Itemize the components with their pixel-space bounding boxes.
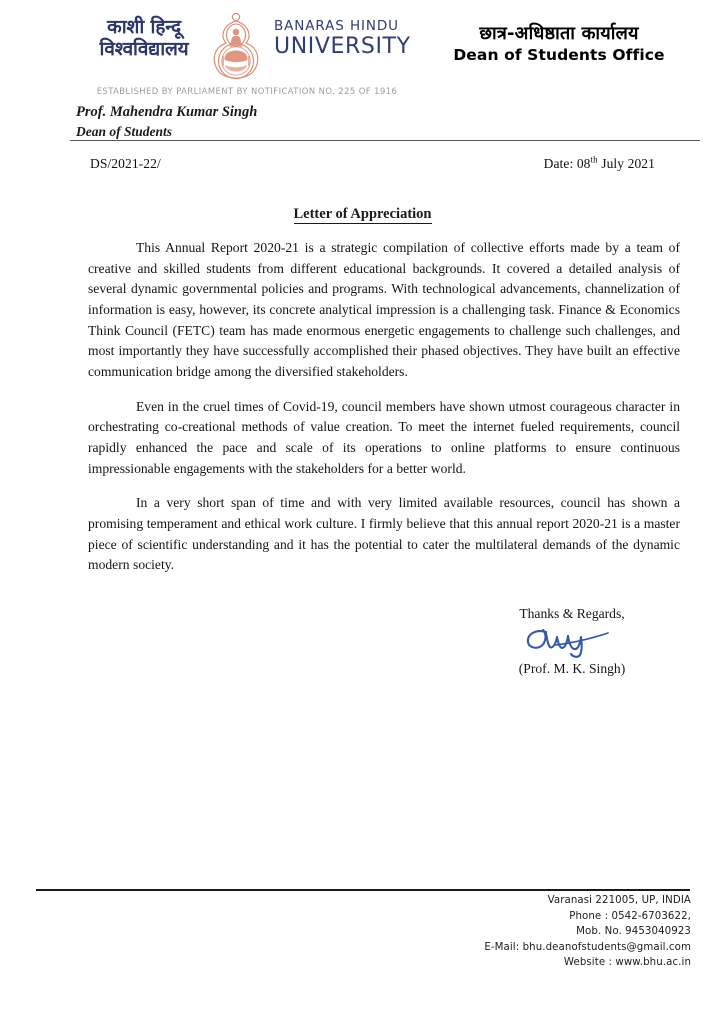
date-suffix: July 2021 bbox=[597, 156, 655, 171]
bhu-logo bbox=[78, 12, 411, 100]
logo-english-line1: BANARAS HINDU bbox=[274, 18, 399, 34]
footer-phone: Phone : 0542-6703622, bbox=[569, 910, 691, 922]
footer-address: Varanasi 221005, UP, INDIA bbox=[547, 895, 691, 906]
logo-english-line2: UNIVERSITY bbox=[274, 33, 411, 59]
office-title-english: Dean of Students Office bbox=[453, 46, 665, 65]
footer-divider bbox=[36, 889, 690, 891]
letter-body bbox=[88, 238, 680, 590]
letter-date bbox=[544, 156, 655, 172]
dean-name: Prof. Mahendra Kumar Singh bbox=[76, 104, 258, 120]
office-title-block bbox=[419, 22, 699, 66]
handwritten-signature-icon bbox=[467, 623, 677, 659]
signature-block bbox=[467, 604, 677, 678]
office-title-hindi: छात्र-अधिष्ठाता कार्यालय bbox=[479, 23, 639, 44]
footer-email: E-Mail: bhu.deanofstudents@gmail.com bbox=[484, 941, 691, 953]
signatory-name: (Prof. M. K. Singh) bbox=[518, 661, 626, 677]
logo-hindi-line2: विश्वविद्यालय bbox=[99, 38, 189, 61]
letterhead bbox=[0, 0, 725, 100]
letter-paragraph: In a very short span of time and with very limited available resources, council has shown a promising temperament and ethical work culture. I firmly believe that this annual report 2020-21 is a master piece of scientific understanding and it has the potential to cater the multilateral demands of the dynamic modern society. bbox=[88, 495, 680, 573]
establishment-tagline: ESTABLISHED BY PARLIAMENT BY NOTIFICATION NO. 225 OF 1916 bbox=[96, 86, 398, 96]
reference-date-row bbox=[0, 156, 725, 176]
reference-number: DS/2021-22/ bbox=[90, 156, 161, 171]
letter-title bbox=[0, 206, 725, 223]
letter-paragraph: This Annual Report 2020-21 is a strategic compilation of collective efforts made by a team of creative and skilled students from different educational backgrounds. It covered a detailed analysis of several dynamic governmental policies and programs. With technological advancements, channelization of information is easy, however, its concrete analytical impression is a challenging task. Finance & Economics Think Council (FETC) team has made enormous energetic engagements to challenge such challenges, and most importantly they have successfully accomplished their phased objectives. They have built an effective communication bridge among the diversified stakeholders. bbox=[88, 240, 680, 379]
closing-salutation: Thanks & Regards, bbox=[519, 606, 625, 621]
letter-paragraph: Even in the cruel times of Covid-19, council members have shown utmost courageous character in orchestrating co-creational methods of value creation. To meet the internet fueled requirements, council rapidly enhanced the pace and scale of its operations to online platforms to ensure continuous impressionable engagements with the stakeholders for a better world. bbox=[88, 398, 680, 476]
footer-mobile: Mob. No. 9453040923 bbox=[576, 926, 691, 937]
date-ordinal-suffix: th bbox=[590, 154, 598, 165]
logo-english-text bbox=[274, 18, 411, 60]
footer-website: Website : www.bhu.ac.in bbox=[563, 957, 691, 968]
bhu-seal-emblem-icon bbox=[205, 12, 267, 86]
footer-contact-block bbox=[271, 893, 691, 971]
logo-hindi-line1: काशी हिन्दू bbox=[107, 16, 181, 38]
date-prefix: Date: 08 bbox=[543, 156, 591, 171]
letter-title-text: Letter of Appreciation bbox=[293, 206, 432, 222]
logo-hindi-text bbox=[84, 16, 204, 60]
header-divider bbox=[70, 140, 700, 141]
dean-identity-block bbox=[76, 103, 257, 140]
dean-designation: Dean of Students bbox=[76, 123, 173, 139]
